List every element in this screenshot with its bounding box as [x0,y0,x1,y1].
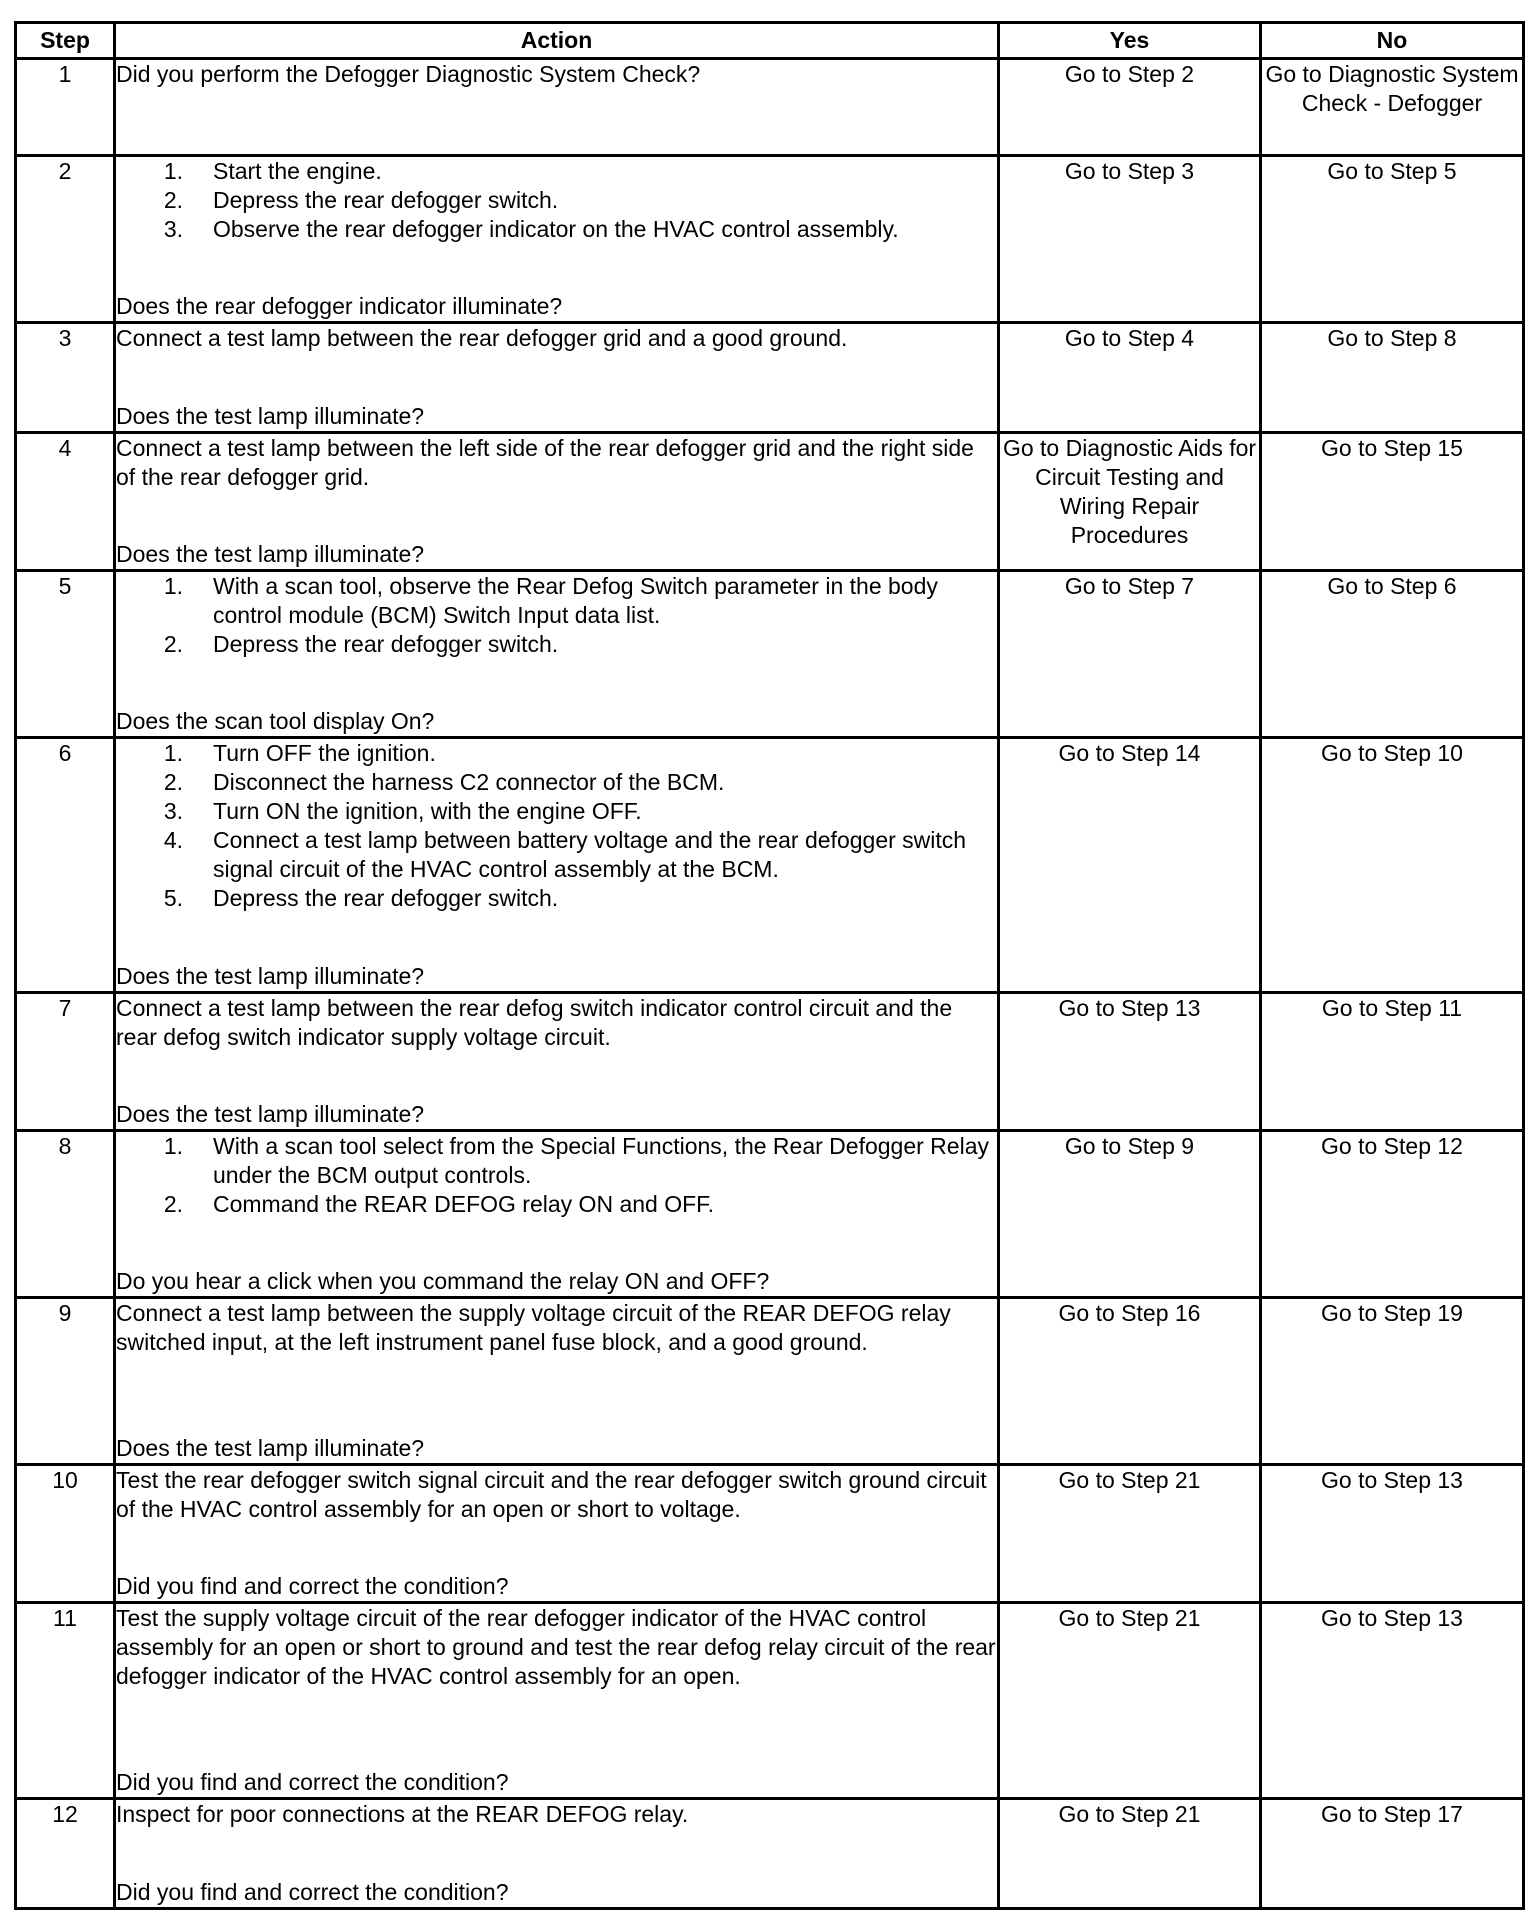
action-content [116,60,997,154]
spacer [116,89,997,154]
list-item [116,826,997,884]
spacer [116,492,997,540]
step-number: 8 [16,1131,115,1298]
list-item-number: 1. [163,1133,183,1159]
step-number: 4 [16,433,115,571]
yes-result: Go to Step 9 [999,1131,1261,1298]
action-text: Connect a test lamp between the rear defog switch indicator control circuit and the rear defog switch indicator supply voltage circuit. [116,995,953,1050]
yes-result: Go to Step 21 [999,1603,1261,1799]
list-item [116,186,997,215]
action-cell [115,1131,999,1298]
step-number: 9 [16,1298,115,1465]
action-question: Does the test lamp illuminate? [116,963,425,989]
step-number: 5 [16,571,115,738]
no-result: Go to Step 12 [1261,1131,1524,1298]
step-number: 12 [16,1799,115,1909]
list-item-text: Command the REAR DEFOG relay ON and OFF. [213,1191,715,1217]
action-text: Test the supply voltage circuit of the rear defogger indicator of the HVAC control assembly for an open or short to ground and test the rear defog relay circuit of the rear defogger indicator of the HVAC control assembly for an open. [116,1605,996,1689]
spacer [116,244,997,292]
table-row [16,1131,1524,1298]
list-item-text: Turn OFF the ignition. [213,740,436,766]
list-item [116,157,997,186]
action-text: Connect a test lamp between the rear defogger grid and a good ground. [116,325,848,351]
action-content [116,1800,997,1907]
list-item-number: 2. [163,631,183,657]
action-cell [115,1465,999,1603]
no-result: Go to Step 8 [1261,323,1524,433]
list-item-text: Depress the rear defogger switch. [213,631,559,657]
list-item-number: 1. [163,573,183,599]
action-content [116,434,997,569]
list-item [116,1190,997,1219]
list-item [116,797,997,826]
spacer [116,353,997,402]
list-item-text: Disconnect the harness C2 connector of the BCM. [213,769,725,795]
action-cell [115,323,999,433]
action-content [116,324,997,431]
action-text: Connect a test lamp between the left side of the rear defogger grid and the right side of the rear defogger grid. [116,435,974,490]
list-item [116,739,997,768]
action-content [116,572,997,736]
action-cell [115,59,999,156]
action-text: Test the rear defogger switch signal circuit and the rear defogger switch ground circuit of the HVAC control assembly for an open or short to voltage. [116,1467,987,1522]
action-question: Does the test lamp illuminate? [116,541,425,567]
list-item-number: 3. [163,798,183,824]
spacer [116,1219,997,1267]
spacer [116,1691,997,1768]
no-result: Go to Step 15 [1261,433,1524,571]
action-steps-list [116,739,997,913]
list-item [116,1132,997,1190]
no-result: Go to Diagnostic System Check - Defogger [1261,59,1524,156]
action-content [116,1466,997,1601]
no-result: Go to Step 13 [1261,1603,1524,1799]
list-item-text: Depress the rear defogger switch. [213,187,559,213]
spacer [116,913,997,962]
list-item-number: 4. [163,827,183,853]
step-number: 10 [16,1465,115,1603]
table-row [16,323,1524,433]
spacer [116,1524,997,1572]
table-row [16,1603,1524,1799]
step-number: 11 [16,1603,115,1799]
action-steps-list [116,1132,997,1219]
yes-result: Go to Step 16 [999,1298,1261,1465]
list-item-text: Connect a test lamp between battery voltage and the rear defogger switch signal circuit of the HVAC control assembly at the BCM. [213,827,967,882]
header-no: No [1261,23,1524,59]
list-item [116,630,997,659]
spacer [116,1357,997,1434]
table-row [16,1465,1524,1603]
yes-result: Go to Diagnostic Aids for Circuit Testing and Wiring Repair Procedures [999,433,1261,571]
no-result: Go to Step 6 [1261,571,1524,738]
list-item-number: 2. [163,769,183,795]
step-number: 2 [16,156,115,323]
yes-result: Go to Step 21 [999,1799,1261,1909]
action-question: Does the scan tool display On? [116,708,435,734]
list-item-number: 2. [163,1191,183,1217]
action-cell [115,571,999,738]
yes-result: Go to Step 13 [999,993,1261,1131]
no-result: Go to Step 19 [1261,1298,1524,1465]
table-row [16,1799,1524,1909]
action-question: Did you find and correct the condition? [116,1769,509,1795]
action-cell [115,1799,999,1909]
action-question: Did you find and correct the condition? [116,1573,509,1599]
spacer [116,1829,997,1878]
list-item-number: 5. [163,885,183,911]
list-item [116,572,997,630]
action-content [116,157,997,321]
action-question: Do you hear a click when you command the relay ON and OFF? [116,1268,770,1294]
no-result: Go to Step 11 [1261,993,1524,1131]
action-text: Did you perform the Defogger Diagnostic System Check? [116,61,701,87]
table-row [16,993,1524,1131]
no-result: Go to Step 13 [1261,1465,1524,1603]
list-item-text: Depress the rear defogger switch. [213,885,559,911]
no-result: Go to Step 5 [1261,156,1524,323]
list-item-text: Start the engine. [213,158,382,184]
diagnostic-table [14,21,1525,1910]
list-item [116,768,997,797]
step-number: 7 [16,993,115,1131]
table-row [16,59,1524,156]
yes-result: Go to Step 21 [999,1465,1261,1603]
action-content [116,1299,997,1463]
spacer [116,1052,997,1100]
header-action: Action [115,23,999,59]
list-item-text: With a scan tool select from the Special Functions, the Rear Defogger Relay under the BCM output controls. [213,1133,989,1188]
spacer [116,659,997,707]
header-yes: Yes [999,23,1261,59]
yes-result: Go to Step 2 [999,59,1261,156]
action-cell [115,1298,999,1465]
list-item-number: 3. [163,216,183,242]
action-cell [115,738,999,993]
yes-result: Go to Step 3 [999,156,1261,323]
action-text: Connect a test lamp between the supply voltage circuit of the REAR DEFOG relay switched input, at the left instrument panel fuse block, and a good ground. [116,1300,951,1355]
action-question: Does the rear defogger indicator illuminate? [116,293,563,319]
action-cell [115,993,999,1131]
list-item [116,215,997,244]
step-number: 3 [16,323,115,433]
action-question: Does the test lamp illuminate? [116,1435,425,1461]
list-item-text: Turn ON the ignition, with the engine OFF. [213,798,642,824]
table-row [16,1298,1524,1465]
action-content [116,1132,997,1296]
action-steps-list [116,572,997,659]
yes-result: Go to Step 14 [999,738,1261,993]
action-question: Does the test lamp illuminate? [116,1101,425,1127]
yes-result: Go to Step 4 [999,323,1261,433]
list-item-number: 2. [163,187,183,213]
action-steps-list [116,157,997,244]
no-result: Go to Step 10 [1261,738,1524,993]
action-cell [115,156,999,323]
table-row [16,433,1524,571]
header-row [16,23,1524,59]
action-content [116,1604,997,1797]
action-question: Does the test lamp illuminate? [116,403,425,429]
action-content [116,739,997,991]
list-item-number: 1. [163,158,183,184]
table-row [16,156,1524,323]
yes-result: Go to Step 7 [999,571,1261,738]
list-item-number: 1. [163,740,183,766]
step-number: 6 [16,738,115,993]
table-row [16,571,1524,738]
step-number: 1 [16,59,115,156]
action-cell [115,433,999,571]
header-step: Step [16,23,115,59]
list-item [116,884,997,913]
list-item-text: Observe the rear defogger indicator on the HVAC control assembly. [213,216,899,242]
table-body [16,59,1524,1909]
action-content [116,994,997,1129]
table-row [16,738,1524,993]
list-item-text: With a scan tool, observe the Rear Defog Switch parameter in the body control module (BCM) Switch Input data list. [213,573,938,628]
action-text: Inspect for poor connections at the REAR DEFOG relay. [116,1801,689,1827]
no-result: Go to Step 17 [1261,1799,1524,1909]
action-question: Did you find and correct the condition? [116,1879,509,1905]
action-cell [115,1603,999,1799]
